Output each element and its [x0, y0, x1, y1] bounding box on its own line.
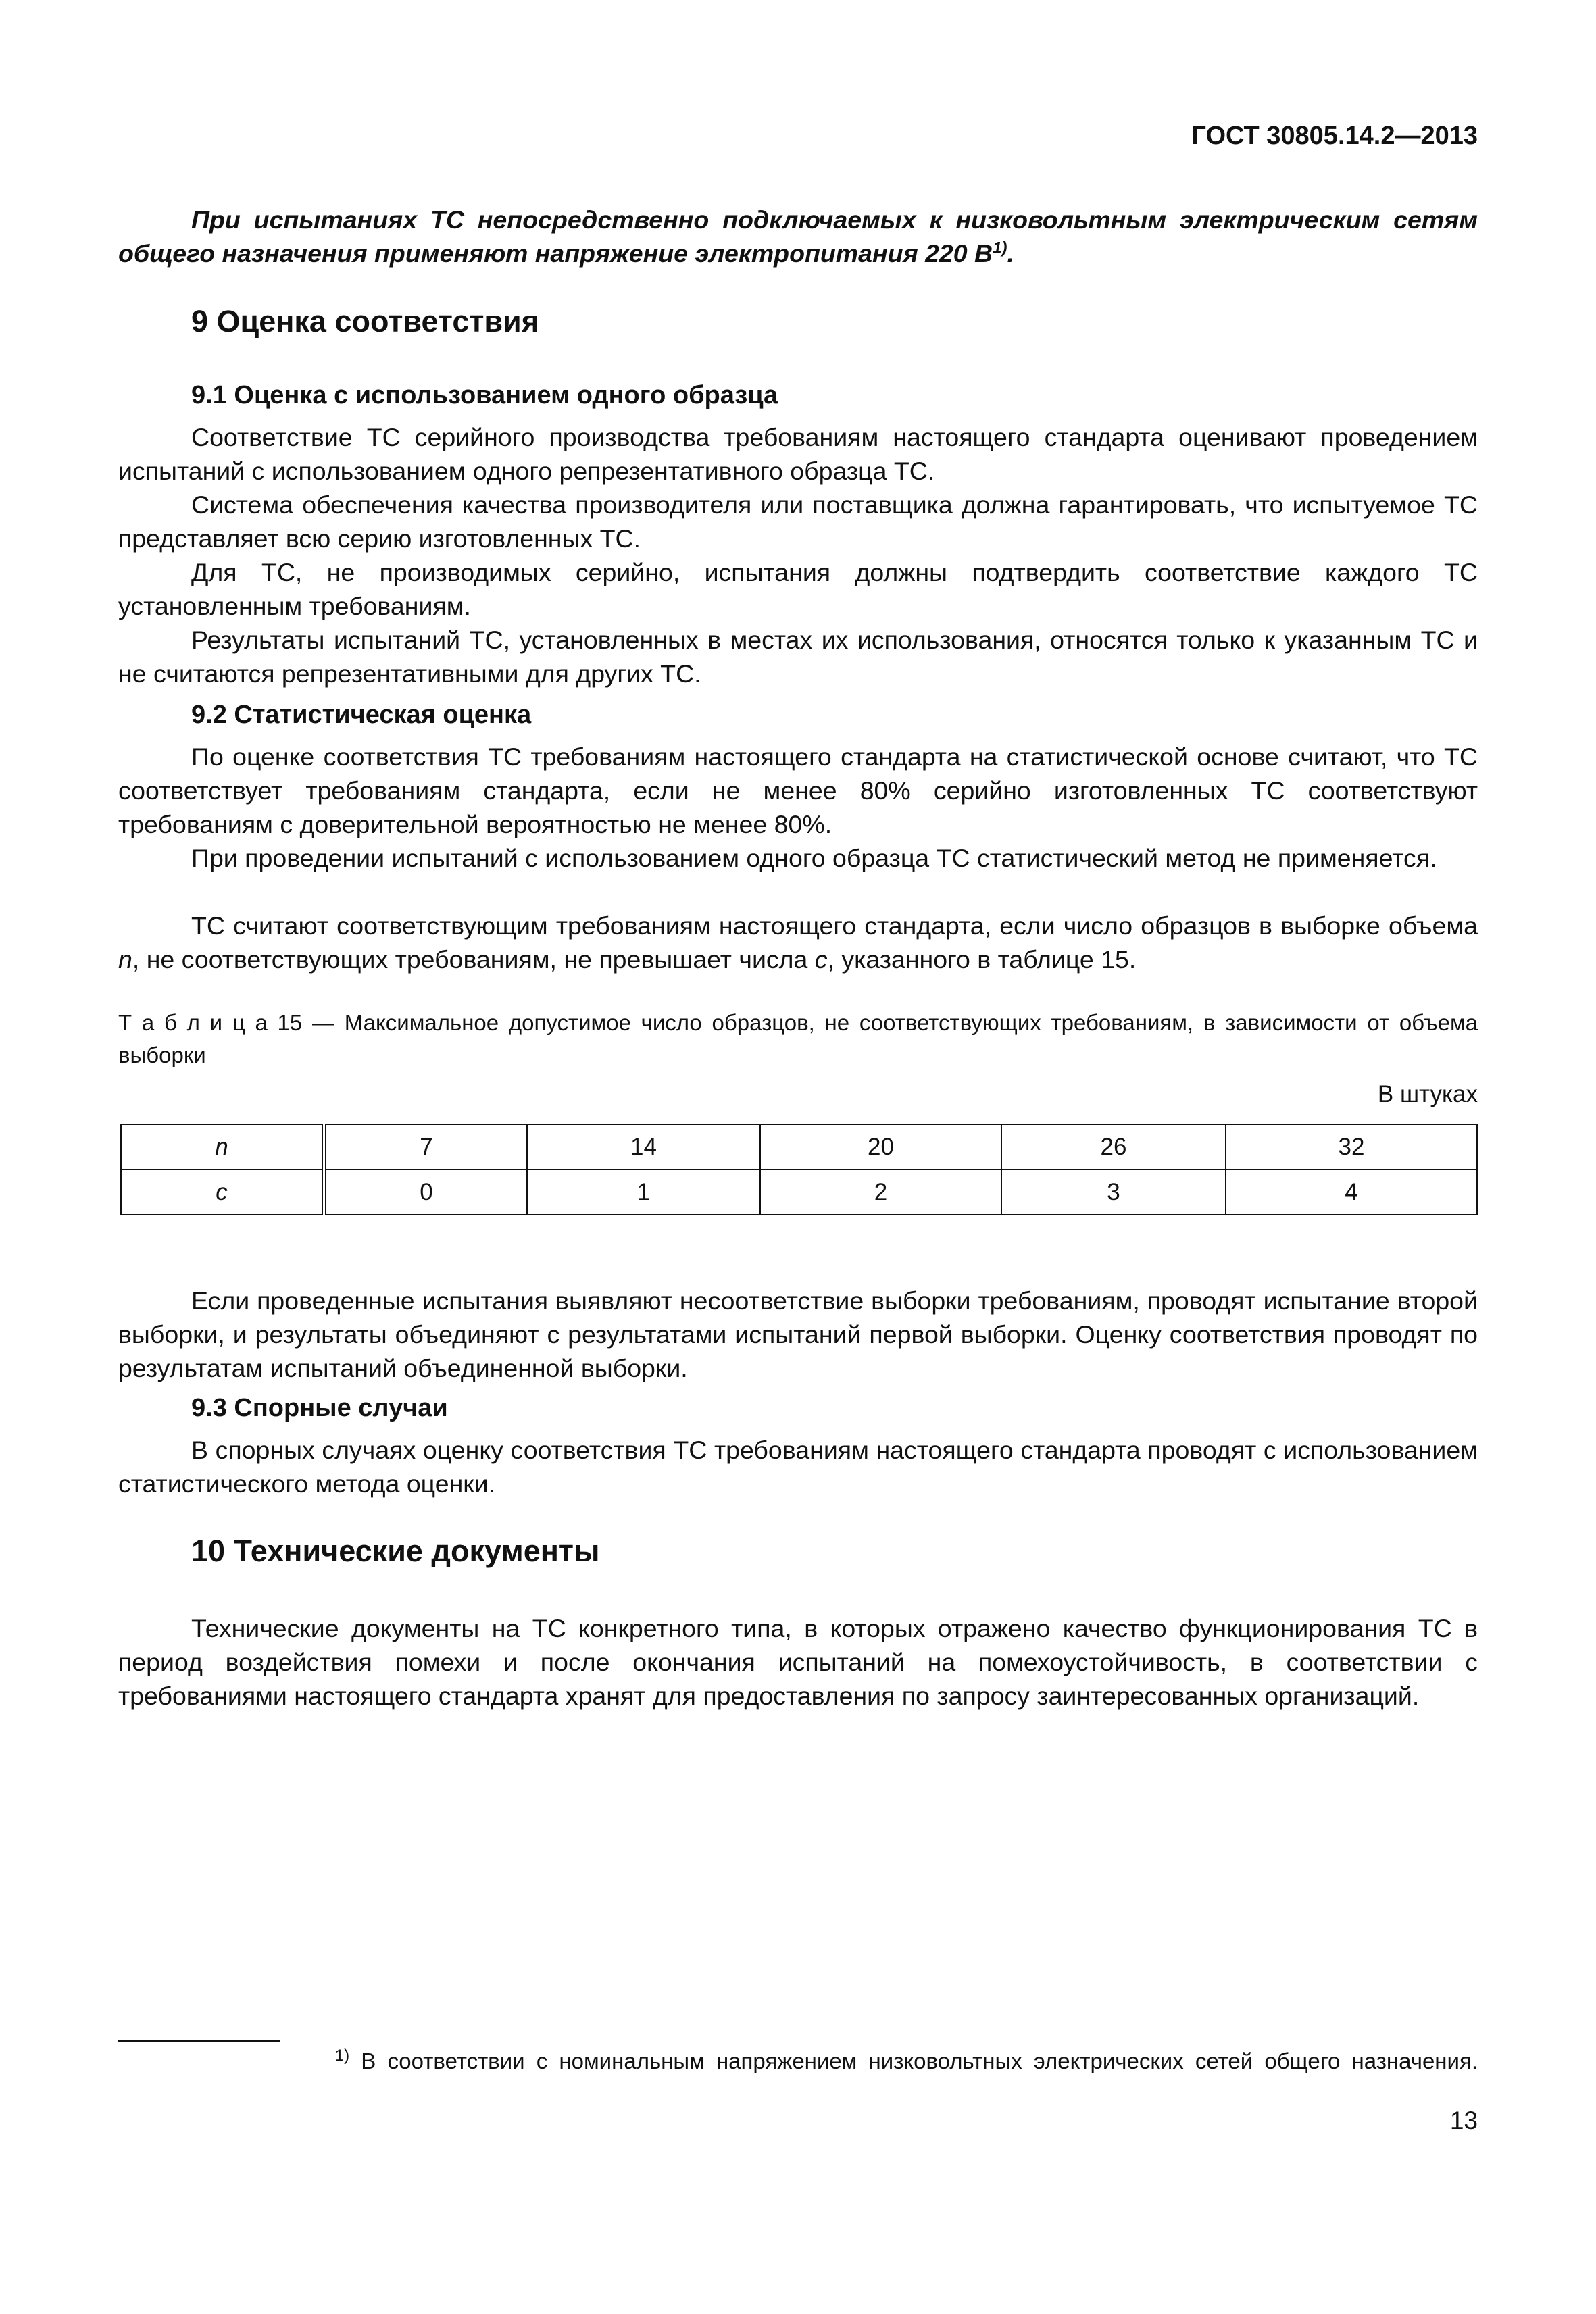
section-9-2-title: 9.2 Статистическая оценка [191, 701, 532, 729]
table-row-c [121, 1169, 1477, 1215]
footnote-text: В соответствии с номинальным напряжением низковольтных электрических сетей общего назначения. [349, 2048, 1478, 2073]
footnote-ref: 1) [993, 238, 1007, 257]
s93-paragraph-1: В спорных случаях оценку соответствия ТС требованиям настоящего стандарта проводят с использованием статистического метода оценки. [118, 1436, 1478, 1498]
table-cell: 4 [1226, 1169, 1477, 1215]
table-cell: 26 [1001, 1124, 1226, 1169]
page-number: 13 [1449, 2107, 1478, 2134]
table-cell: 7 [324, 1124, 528, 1169]
s91-paragraph-4: Результаты испытаний ТС, установленных в местах их использования, относятся только к указанным ТС и не считаются репрезентативными для других ТС. [118, 626, 1478, 688]
section-9-1-title: 9.1 Оценка с использованием одного образца [191, 381, 778, 409]
row-label-n: n [121, 1124, 324, 1169]
table-cell: 20 [760, 1124, 1001, 1169]
table-cell: 3 [1001, 1169, 1226, 1215]
section-10-title: 10 Технические документы [191, 1534, 600, 1568]
intro-text: При испытаниях ТС непосредственно подключаемых к низковольтным электрическим сетям общего назначения применяют напряжение электропитания 220 В [118, 205, 1478, 268]
s91-paragraph-1: Соответствие ТС серийного производства требованиям настоящего стандарта оценивают проведением испытаний с использованием одного репрезентативного образца ТС. [118, 423, 1478, 485]
table-cell: 2 [760, 1169, 1001, 1215]
table-cell: 1 [527, 1169, 760, 1215]
footnote [118, 2048, 1478, 2074]
intro-paragraph [118, 203, 1478, 270]
s92-paragraph-3: ТС считают соответствующим требованиям настоящего стандарта, если число образцов в выборке объема n, не соответствующих требованиям, не превышает числа c, указанного в таблице 15. [118, 911, 1478, 974]
sample-table [120, 1124, 1478, 1215]
s91-paragraph-3: Для ТС, не производимых серийно, испытания должны подтвердить соответствие каждого ТС установленным требованиям. [118, 558, 1478, 620]
section-9-3-title: 9.3 Спорные случаи [191, 1394, 448, 1422]
intro-end: . [1007, 239, 1014, 268]
footnote-marker: 1) [334, 2046, 350, 2065]
footnote-divider [118, 2040, 280, 2042]
table-cell: 0 [324, 1169, 528, 1215]
table-caption: Т а б л и ц а 15 — Максимальное допустимое число образцов, не соответствующих требованиям, в зависимости от объема выборки [118, 1010, 1478, 1067]
row-label-c: c [121, 1169, 324, 1215]
s91-paragraph-2: Система обеспечения качества производителя или поставщика должна гарантировать, что испытуемое ТС представляет всю серию изготовленных ТС. [118, 491, 1478, 553]
after-table-paragraph: Если проведенные испытания выявляют несоответствие выборки требованиям, проводят испытание второй выборки, и результаты объединяют с результатами испытаний первой выборки. Оценку соответствия проводят по результатам испытаний объединенной выборки. [118, 1286, 1478, 1382]
table-cell: 14 [527, 1124, 760, 1169]
s92-paragraph-2: При проведении испытаний с использованием одного образца ТС статистический метод не применяется. [191, 844, 1437, 872]
section-9-title: 9 Оценка соответствия [191, 304, 539, 338]
table-units: В штуках [1377, 1081, 1478, 1107]
table-cell: 32 [1226, 1124, 1477, 1169]
s10-paragraph-1: Технические документы на ТС конкретного типа, в которых отражено качество функционирования ТС в период воздействия помехи и после окончания испытаний на помехоустойчивость, в соответствии с требованиями настоящего стандарта хранят для предоставления по запросу заинтересованных организаций. [118, 1614, 1478, 1710]
table-row-n [121, 1124, 1477, 1169]
s92-paragraph-1: По оценке соответствия ТС требованиям настоящего стандарта на статистической основе считают, что ТС соответствует требованиям стандарта, если не менее 80% серийно изготовленных ТС соответствуют требованиям с доверительной вероятностью не менее 80%. [118, 743, 1478, 838]
standard-number: ГОСТ 30805.14.2—2013 [1191, 122, 1478, 150]
